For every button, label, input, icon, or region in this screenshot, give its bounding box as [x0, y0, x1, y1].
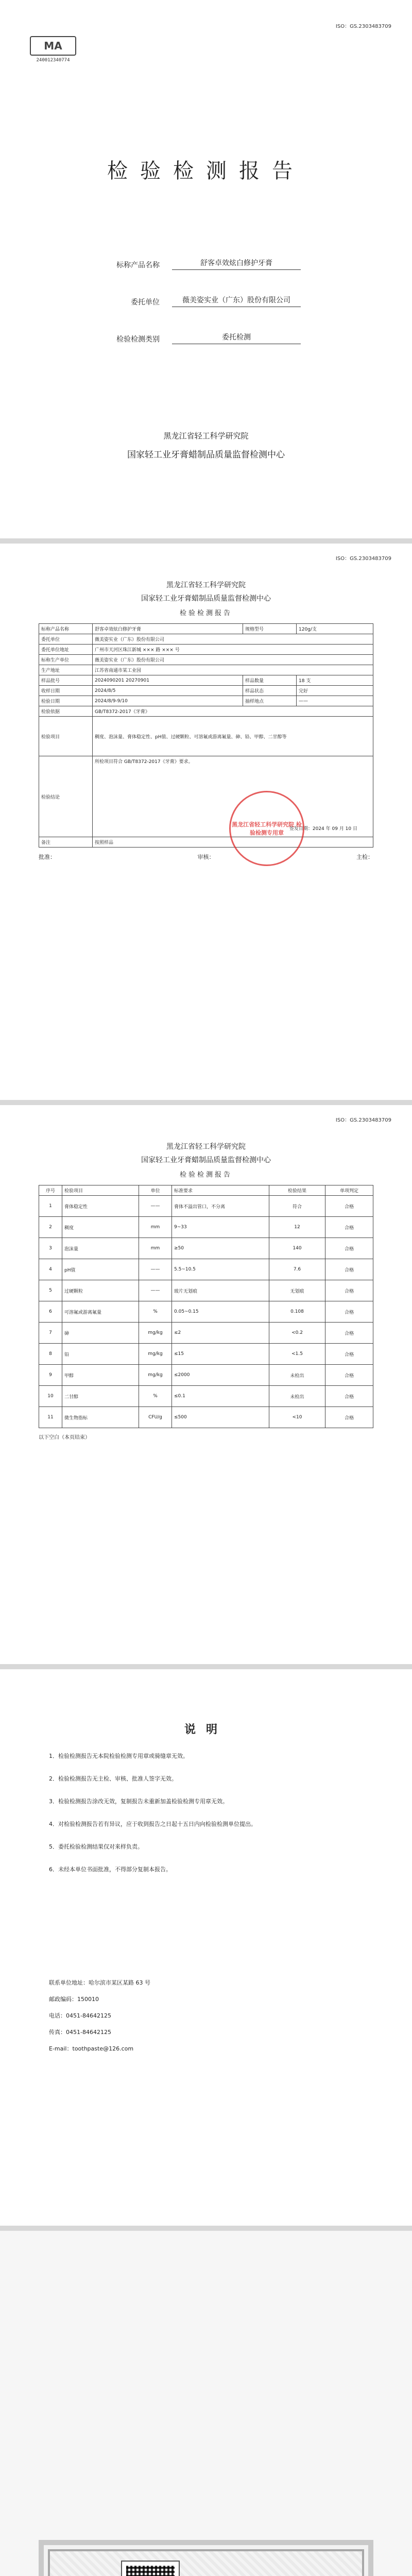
report-subtitle: 检验检测报告 [179, 609, 232, 617]
cell: 检验项目 [39, 717, 93, 756]
table-row [39, 1407, 373, 1428]
table-row [39, 717, 373, 756]
contact-label: 电话： [49, 2012, 66, 2019]
cover-fields [77, 258, 301, 344]
cell: 薇美姿实业（广东）股份有限公司 [93, 655, 373, 665]
table-header [39, 1185, 373, 1196]
license-inner [48, 2549, 364, 2576]
cell: 玻片无划痕 [172, 1280, 269, 1301]
cell: ≤500 [172, 1407, 269, 1428]
contact-row [49, 2044, 363, 2054]
license-page [0, 2231, 412, 2576]
table-row [39, 1217, 373, 1238]
cell: 备注 [39, 837, 93, 848]
notes-title: 说明 [184, 1723, 228, 1736]
cell: 生产地址 [39, 665, 93, 675]
note-item: 1．检验检测报告无本院检验检测专用章或骑缝章无效。 [49, 1753, 188, 1759]
contact-value: 0451-84642125 [66, 2029, 111, 2036]
cell: mg/kg [139, 1365, 172, 1386]
cell: 2024/8/9-9/10 [93, 696, 243, 706]
cell: 120g/支 [297, 624, 373, 634]
cell: 微生物指标 [62, 1407, 139, 1428]
th: 单项判定 [325, 1185, 373, 1196]
cell: 11 [39, 1407, 62, 1428]
cell: <10 [269, 1407, 325, 1428]
cell: 合格 [325, 1301, 373, 1323]
cell: 泡沫量 [62, 1238, 139, 1259]
field-value: 舒客卓效炫白修护牙膏 [172, 258, 301, 270]
table-row [39, 1323, 373, 1344]
approve-label: 批准： [39, 854, 56, 860]
business-license [39, 2540, 373, 2576]
conclusion-text: 所检项目符合 GB/T8372-2017《牙膏》要求。 [95, 759, 193, 765]
cell: mg/kg [139, 1323, 172, 1344]
cell: 标称生产单位 [39, 655, 93, 665]
contact-value: toothpaste@126.com [72, 2045, 134, 2052]
cell: 3 [39, 1238, 62, 1259]
cell: 合格 [325, 1259, 373, 1280]
table-row [39, 634, 373, 645]
cell: mg/kg [139, 1344, 172, 1365]
cell: 2 [39, 1217, 62, 1238]
report-title: 检验检测报告 [107, 159, 305, 183]
cell: 样品状态 [243, 686, 297, 696]
cell: —— [139, 1280, 172, 1301]
issue-label: 签发日期： [289, 826, 313, 832]
cell: 6 [39, 1301, 62, 1323]
cell: 合格 [325, 1196, 373, 1217]
institute-name: 黑龙江省轻工科学研究院 [166, 581, 246, 589]
cell: CFU/g [139, 1407, 172, 1428]
note-item: 6．未经本单位书面批准，不得部分复制本报告。 [49, 1866, 171, 1873]
contact-row [49, 1995, 363, 2004]
cell: 合格 [325, 1386, 373, 1407]
table-row [39, 837, 373, 848]
cell: 广州市天河区珠江新城 ××× 路 ××× 号 [93, 645, 373, 655]
cell: 符合 [269, 1196, 325, 1217]
cell: pH值 [62, 1259, 139, 1280]
field-value: 薇美姿实业（广东）股份有限公司 [172, 295, 301, 307]
license-qr-code [121, 2561, 180, 2576]
table-row [39, 675, 373, 686]
cell: 未检出 [269, 1365, 325, 1386]
report-ref: ISO：GS.2303483709 [335, 556, 391, 562]
cell: 规格型号 [243, 624, 297, 634]
cell: ≥50 [172, 1238, 269, 1259]
contact-label: E-mail： [49, 2045, 73, 2052]
cell: 标称产品名称 [39, 624, 93, 634]
cell: 8 [39, 1344, 62, 1365]
cell: 样品批号 [39, 675, 93, 686]
cell: mm [139, 1238, 172, 1259]
cell: 样品数量 [243, 675, 297, 686]
contact-row [49, 2011, 363, 2021]
cell: <1.5 [269, 1344, 325, 1365]
table-row [39, 756, 373, 837]
cell: ≤2 [172, 1323, 269, 1344]
contact-row [49, 2028, 363, 2037]
cell: 2024090201 20270901 [93, 675, 243, 686]
cell: 0.05~0.15 [172, 1301, 269, 1323]
cell: 2024/8/5 [93, 686, 243, 696]
contact-label: 传真： [49, 2029, 66, 2036]
cell: 舒客卓效炫白修护牙膏 [93, 624, 243, 634]
report-ref: ISO：GS.2303483709 [335, 1117, 391, 1123]
page-divider [0, 1664, 412, 1669]
field-label: 标称产品名称 [116, 261, 160, 269]
cell: 检验依据 [39, 706, 93, 717]
cell: 合格 [325, 1323, 373, 1344]
cell: 合格 [325, 1280, 373, 1301]
table-row [39, 624, 373, 634]
cell: 0.108 [269, 1301, 325, 1323]
cell: 检验结论 [39, 756, 93, 837]
cell: 5.5~10.5 [172, 1259, 269, 1280]
th: 单位 [139, 1185, 172, 1196]
cover-field-category [77, 332, 301, 344]
cell: 可溶氟或游离氟量 [62, 1301, 139, 1323]
cell: 140 [269, 1238, 325, 1259]
cell: 4 [39, 1259, 62, 1280]
table-row [39, 1196, 373, 1217]
note-item: 3．检验检测报告涂改无效，复制报告未重新加盖检验检测专用章无效。 [49, 1798, 228, 1805]
cell: 甲醇 [62, 1365, 139, 1386]
note-item: 2．检验检测报告无主检、审核、批准人签字无效。 [49, 1775, 177, 1782]
cell: 委托单位 [39, 634, 93, 645]
table-row [39, 706, 373, 717]
note-item: 4．对检验检测报告若有异议，应于收到报告之日起十五日内向检验检测单位提出。 [49, 1821, 256, 1827]
page-divider [0, 538, 412, 544]
summary-page [0, 544, 412, 1100]
field-label: 委托单位 [131, 298, 160, 307]
th: 标准要求 [172, 1185, 269, 1196]
cell: ≤2000 [172, 1365, 269, 1386]
cell: % [139, 1301, 172, 1323]
cell: 无划痕 [269, 1280, 325, 1301]
cell: 7.6 [269, 1259, 325, 1280]
page-divider [0, 2226, 412, 2231]
contact-value: 0451-84642125 [66, 2012, 111, 2019]
report-ref: ISO：GS.2303483709 [335, 24, 391, 29]
cell: 合格 [325, 1238, 373, 1259]
stamp-text: 黑龙江省轻工科学研究院 检验检测专用章 [232, 821, 302, 836]
notes-list [49, 1752, 363, 1888]
contact-block [49, 1978, 363, 2061]
table-row [39, 1365, 373, 1386]
signature-row [39, 853, 373, 861]
contact-row [49, 1978, 363, 1988]
cell: 江苏省南通市某工业园 [93, 665, 373, 675]
cell: 未检出 [269, 1386, 325, 1407]
th: 检验结果 [269, 1185, 325, 1196]
cell: 完好 [297, 686, 373, 696]
field-label: 检验检测类别 [116, 335, 160, 344]
center-name: 国家轻工业牙膏蜡制品质量监督检测中心 [141, 1156, 271, 1164]
cover-field-client [77, 295, 301, 307]
cell: —— [139, 1259, 172, 1280]
cell: 9 [39, 1365, 62, 1386]
results-footer: 以下空白（本页结束） [39, 1435, 90, 1440]
cell: 薇美姿实业（广东）股份有限公司 [93, 634, 373, 645]
cell: 合格 [325, 1365, 373, 1386]
report-subtitle: 检验检测报告 [179, 1171, 232, 1179]
ma-number: 240012340774 [36, 58, 70, 63]
th: 序号 [39, 1185, 62, 1196]
table-row [39, 1280, 373, 1301]
contact-label: 联系单位地址： [49, 1979, 89, 1986]
cell: 稠度 [62, 1217, 139, 1238]
field-value: 委托检测 [172, 332, 301, 344]
qr-pattern [126, 2566, 175, 2576]
cell: 18 支 [297, 675, 373, 686]
contact-label: 邮政编码： [49, 1996, 77, 2003]
table-row [39, 696, 373, 706]
contact-value: 150010 [77, 1996, 99, 2003]
cell: mm [139, 1217, 172, 1238]
cell: 检验日期 [39, 696, 93, 706]
cell: <0.2 [269, 1323, 325, 1344]
ma-certification-logo [30, 36, 76, 65]
cell: 合格 [325, 1344, 373, 1365]
issue-date: 2024 年 09 月 10 日 [312, 826, 357, 832]
contact-value: 哈尔滨市某区某路 63 号 [89, 1979, 150, 1986]
cover-field-product [77, 258, 301, 270]
cell: 过硬颗粒 [62, 1280, 139, 1301]
cell: 合格 [325, 1217, 373, 1238]
cell: 10 [39, 1386, 62, 1407]
institute-name: 黑龙江省轻工科学研究院 [163, 431, 249, 440]
cell: 5 [39, 1280, 62, 1301]
summary-table [39, 623, 373, 848]
institute-name: 黑龙江省轻工科学研究院 [166, 1143, 246, 1151]
cell: 12 [269, 1217, 325, 1238]
th: 检验项目 [62, 1185, 139, 1196]
table-row [39, 1344, 373, 1365]
cell: 膏体稳定性 [62, 1196, 139, 1217]
cell: 抽样地点 [243, 696, 297, 706]
table-row [39, 655, 373, 665]
cell: GB/T8372-2017《牙膏》 [93, 706, 373, 717]
cell: —— [297, 696, 373, 706]
results-table [39, 1185, 373, 1428]
cell: ≤0.1 [172, 1386, 269, 1407]
cover-page [0, 0, 412, 538]
cell: 9~33 [172, 1217, 269, 1238]
notes-page [0, 1669, 412, 2226]
cell: 二甘醇 [62, 1386, 139, 1407]
results-page [0, 1105, 412, 1664]
cell: 稠度、泡沫量、膏体稳定性、pH值、过硬颗粒、可溶氟或游离氟量、砷、铅、甲醇、二甘醇等 [93, 717, 373, 756]
cell: 1 [39, 1196, 62, 1217]
note-item: 5．委托检验检测结果仅对来样负责。 [49, 1843, 143, 1850]
cell: 委托单位地址 [39, 645, 93, 655]
table-row [39, 665, 373, 675]
cell: —— [139, 1196, 172, 1217]
cell: 砷 [62, 1323, 139, 1344]
table-row [39, 645, 373, 655]
cell: 收样日期 [39, 686, 93, 696]
cell: % [139, 1386, 172, 1407]
table-row [39, 1386, 373, 1407]
cell: ≤15 [172, 1344, 269, 1365]
table-row [39, 1259, 373, 1280]
center-name: 国家轻工业牙膏蜡制品质量监督检测中心 [141, 595, 271, 603]
cell: 铅 [62, 1344, 139, 1365]
cell: 7 [39, 1323, 62, 1344]
main-label: 主检： [356, 854, 373, 860]
review-label: 审核： [197, 854, 215, 860]
table-row [39, 1238, 373, 1259]
table-row [39, 1301, 373, 1323]
table-row [39, 686, 373, 696]
cell: 合格 [325, 1407, 373, 1428]
center-name: 国家轻工业牙膏蜡制品质量监督检测中心 [127, 450, 285, 460]
ma-mark: MA [30, 36, 76, 56]
page-divider [0, 1100, 412, 1105]
cell: 按照样品 [93, 837, 373, 848]
cell: 膏体不溢出管口，不分离 [172, 1196, 269, 1217]
